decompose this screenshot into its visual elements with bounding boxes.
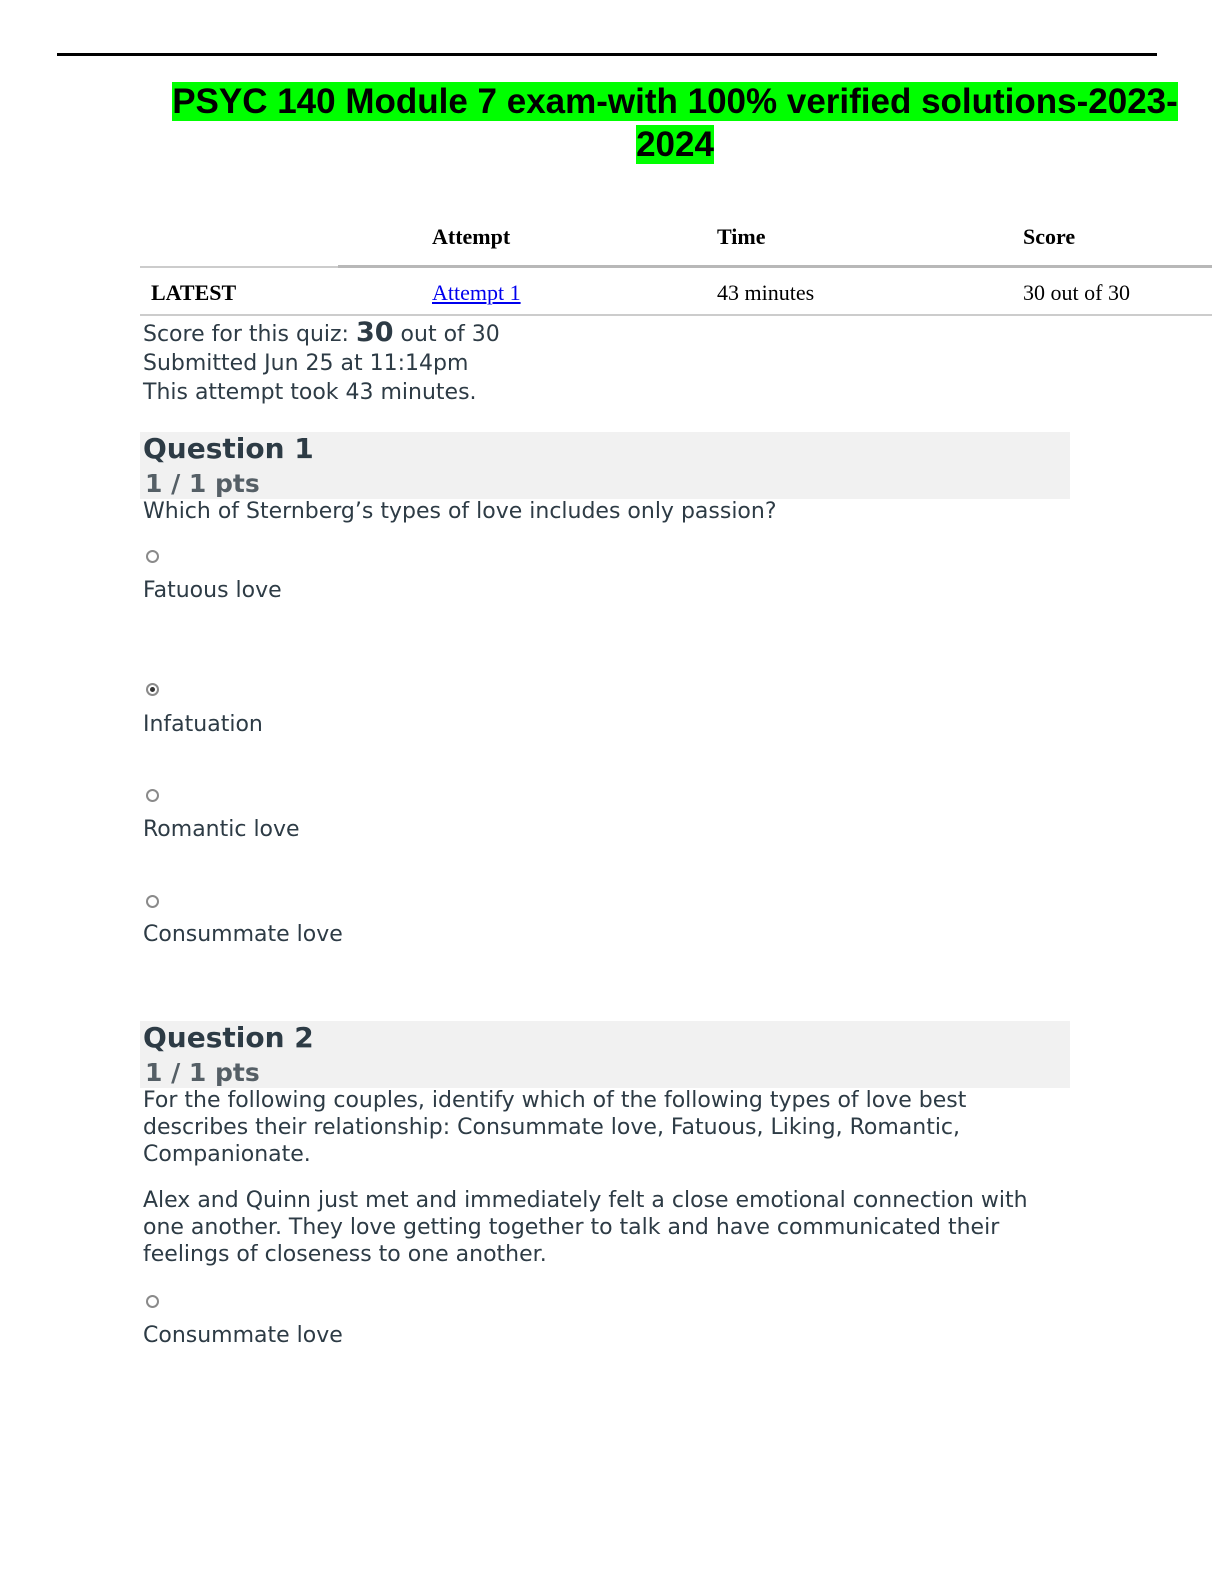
question-2-points: 1 / 1 pts (145, 1058, 260, 1087)
table-row-divider (140, 314, 1212, 316)
table-header-divider (338, 265, 1212, 268)
attempt-time: 43 minutes (717, 280, 815, 305)
question-1-title: Question 1 (143, 432, 314, 465)
answer-label: Consummate love (143, 1323, 343, 1348)
score-value: 30 (355, 317, 394, 348)
question-2-title: Question 2 (143, 1021, 314, 1054)
table-divider-left (140, 266, 338, 268)
answer-radio-selected[interactable] (146, 683, 159, 696)
question-1-text: Which of Sternberg’s types of love includes only passion? (143, 499, 777, 524)
header-attempt: Attempt (432, 224, 511, 249)
quiz-summary (143, 318, 500, 407)
submitted-line: Submitted Jun 25 at 11:14pm (143, 351, 469, 376)
score-prefix: Score for this quiz: (143, 322, 356, 347)
attempt-link[interactable]: Attempt 1 (432, 280, 521, 305)
question-2-scenario: Alex and Quinn just met and immediately felt a close emotional connection with one another. They love getting together to talk and have communicated their feelings of closeness to one another. (143, 1188, 1028, 1267)
row-label-latest: LATEST (151, 280, 237, 305)
document-title (140, 80, 1210, 166)
top-rule (57, 53, 1157, 56)
answer-radio[interactable] (146, 1295, 159, 1308)
score-suffix: out of 30 (393, 322, 500, 347)
answer-label: Consummate love (143, 922, 343, 947)
duration-line: This attempt took 43 minutes. (143, 380, 477, 405)
document-title-text: PSYC 140 Module 7 exam-with 100% verified solutions-2023-2024 (172, 82, 1178, 164)
answer-radio[interactable] (146, 789, 159, 802)
question-1-points: 1 / 1 pts (145, 469, 260, 498)
question-2-header (140, 1021, 1070, 1088)
header-time: Time (717, 224, 766, 249)
question-1-header (140, 432, 1070, 499)
header-score: Score (1023, 224, 1076, 249)
answer-label: Fatuous love (143, 578, 282, 603)
answer-label: Infatuation (143, 712, 263, 737)
question-2-text: For the following couples, identify which of the following types of love best describes their relationship: Consummate love, Fatuous, Liking, Romantic, Companionate. (143, 1088, 967, 1167)
attempt-score: 30 out of 30 (1023, 280, 1130, 305)
answer-radio[interactable] (146, 895, 159, 908)
answer-label: Romantic love (143, 817, 300, 842)
answer-radio[interactable] (146, 550, 159, 563)
score-line (143, 318, 500, 349)
